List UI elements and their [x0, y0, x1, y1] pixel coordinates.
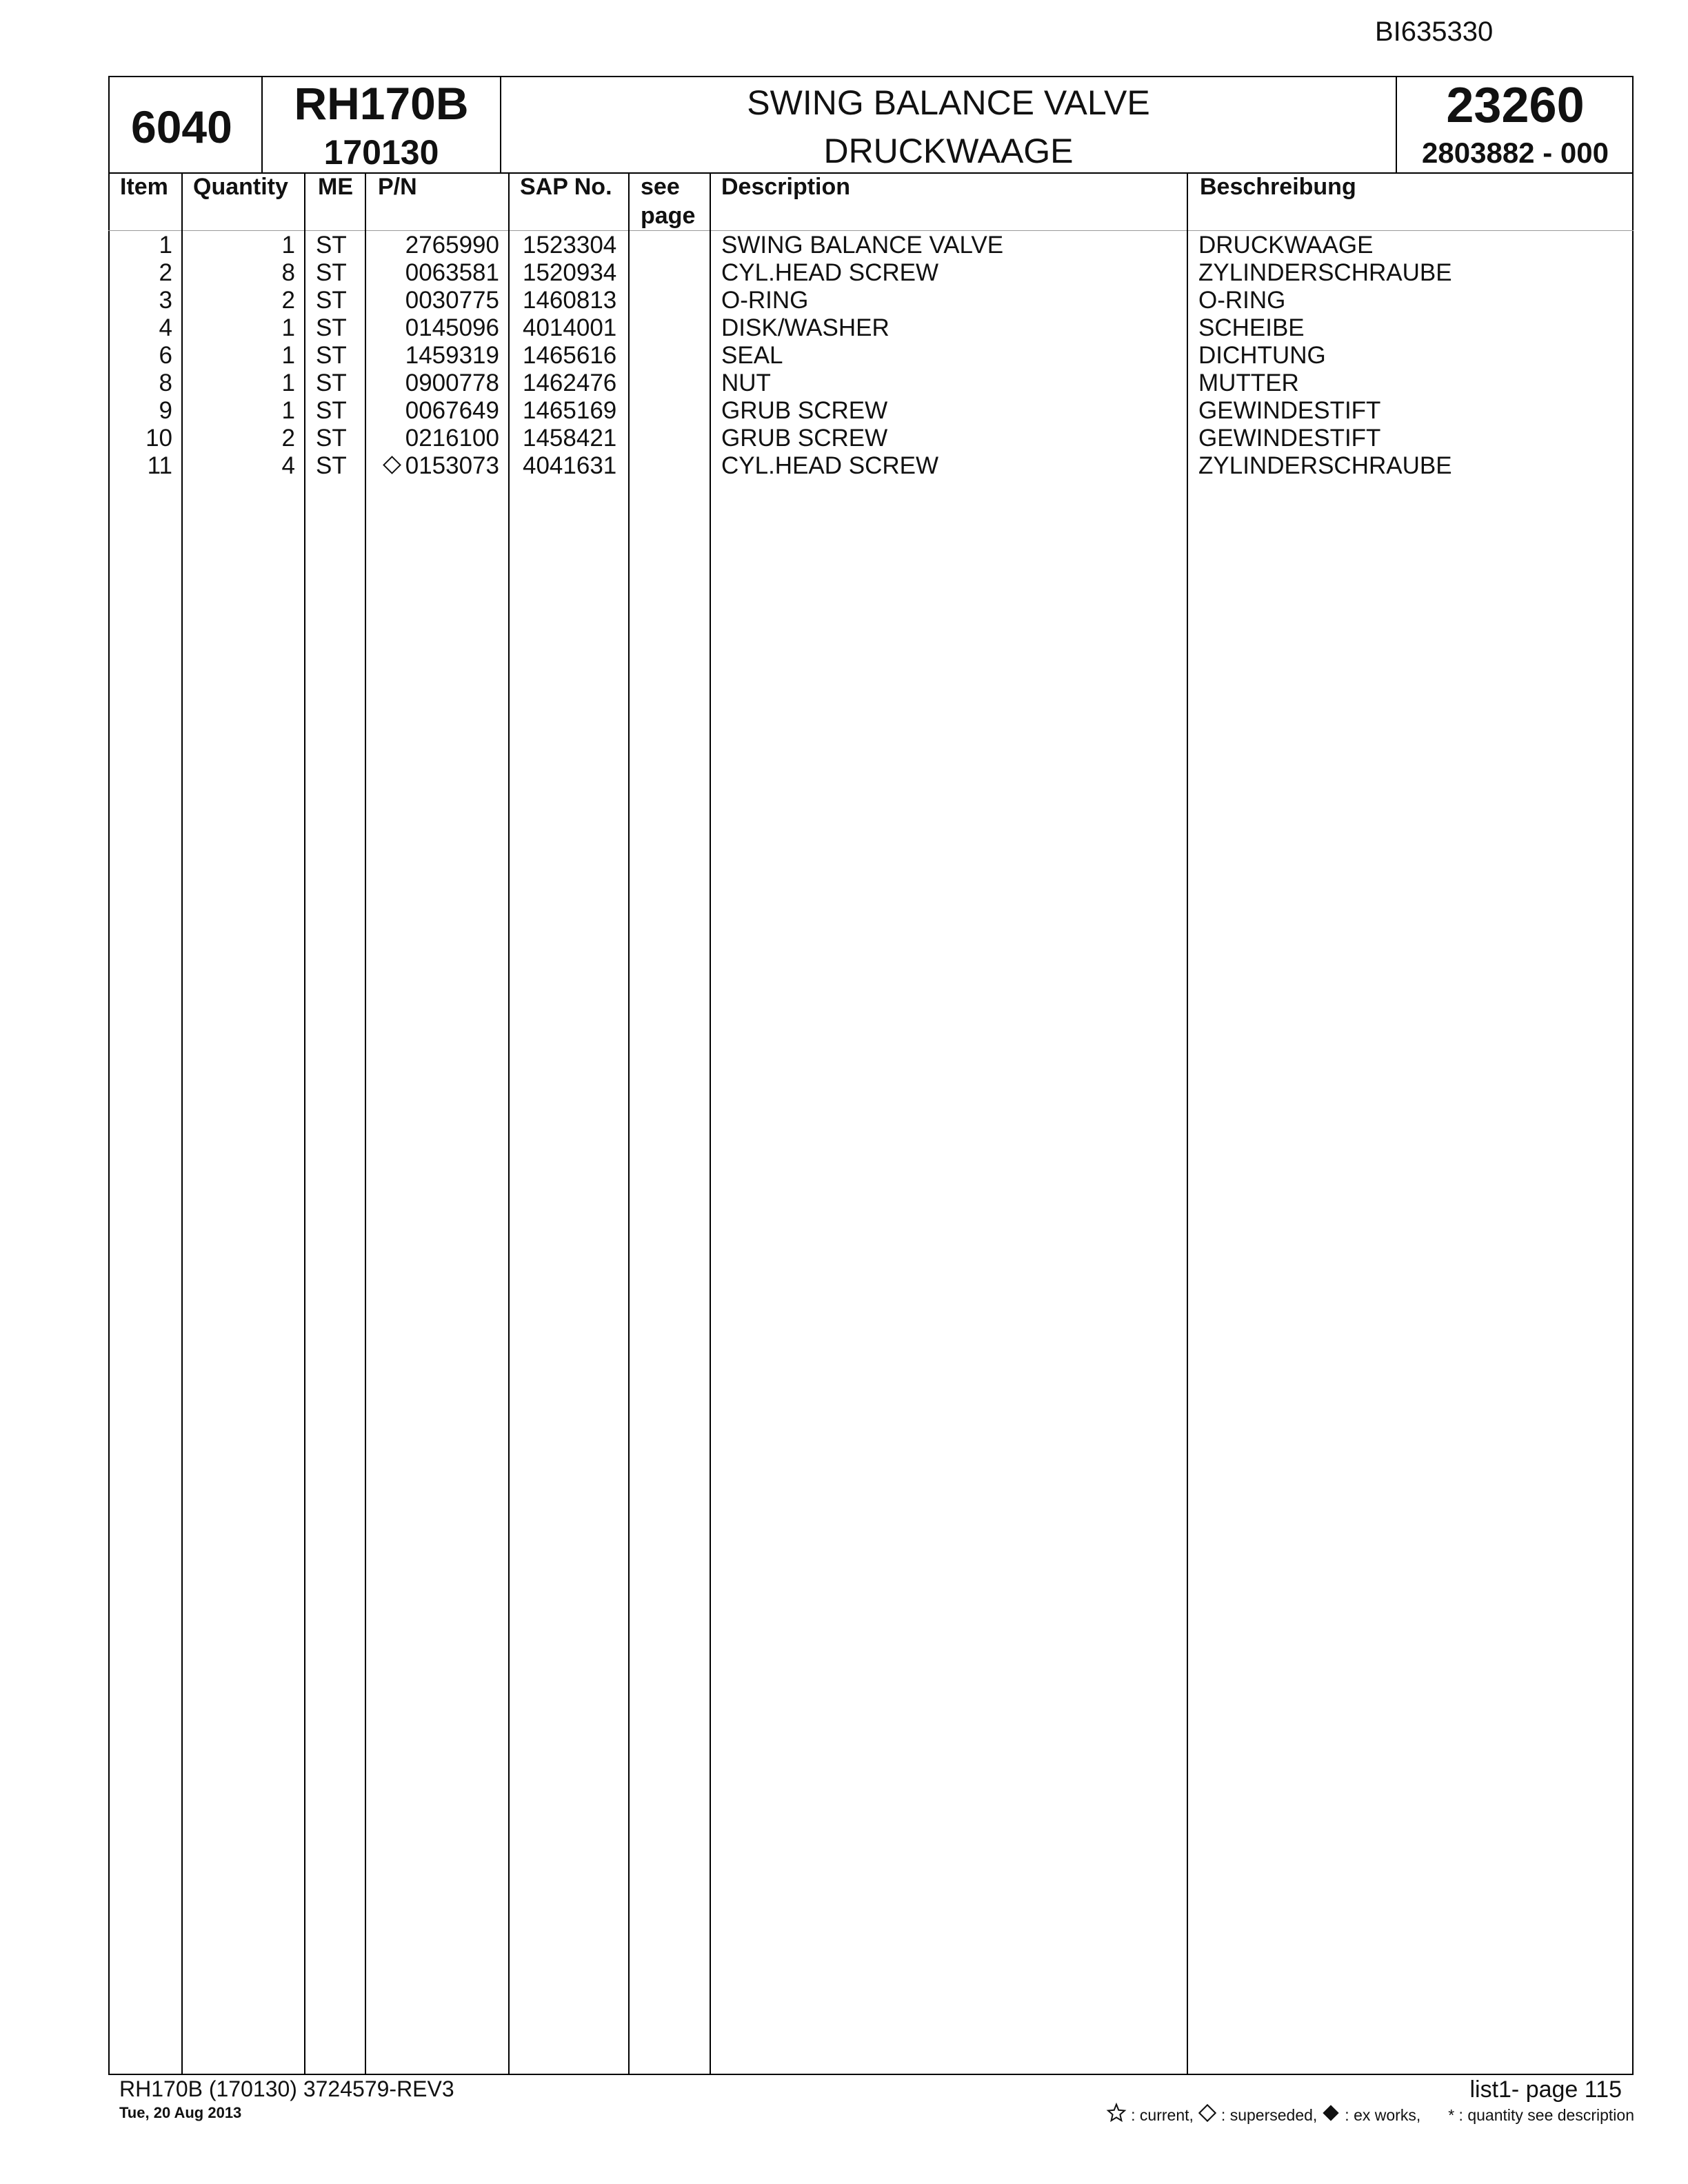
col-header-me: ME	[318, 174, 353, 200]
col-header-quantity: Quantity	[193, 174, 288, 200]
superseded-diamond-icon	[383, 456, 401, 474]
legend-current: : current,	[1131, 2105, 1194, 2124]
star-outline-icon	[1106, 2103, 1127, 2127]
table-row	[0, 314, 1688, 342]
cell-beschreibung: ZYLINDERSCHRAUBE	[1198, 259, 1452, 286]
table-row	[0, 259, 1688, 287]
table-row	[0, 232, 1688, 259]
column-header-rule	[108, 230, 1634, 231]
cell-item: 8	[159, 370, 172, 396]
cell-description: CYL.HEAD SCREW	[721, 259, 939, 286]
cell-quantity: 2	[281, 425, 295, 452]
cell-pn: 0216100	[405, 425, 499, 452]
cell-pn: 0145096	[405, 314, 499, 341]
drawing-number: 23260	[1446, 78, 1585, 133]
cell-pn: 0030775	[405, 287, 499, 314]
cell-sap: 4014001	[523, 314, 617, 341]
cell-quantity: 1	[281, 342, 295, 369]
cell-sap: 1465169	[523, 397, 617, 424]
cell-me: ST	[316, 397, 347, 424]
cell-item: 9	[159, 397, 172, 424]
legend-quantity: * : quantity see description	[1448, 2105, 1634, 2124]
cell-description: O-RING	[721, 287, 809, 314]
group-number: 6040	[131, 101, 232, 152]
cell-description: DISK/WASHER	[721, 314, 890, 341]
cell-quantity: 2	[281, 287, 295, 314]
cell-description: GRUB SCREW	[721, 425, 888, 452]
cell-pn: 2765990	[405, 232, 499, 259]
cell-me: ST	[316, 342, 347, 369]
cell-pn: 0063581	[405, 259, 499, 286]
diamond-outline-icon	[1198, 2103, 1217, 2127]
cell-me: ST	[316, 370, 347, 396]
cell-description: SWING BALANCE VALVE	[721, 232, 1004, 259]
cell-beschreibung: O-RING	[1198, 287, 1286, 314]
cell-item: 2	[159, 259, 172, 286]
cell-item: 4	[159, 314, 172, 341]
cell-description: CYL.HEAD SCREW	[721, 452, 939, 479]
cell-description: SEAL	[721, 342, 783, 369]
cell-description: GRUB SCREW	[721, 397, 888, 424]
diamond-filled-icon	[1321, 2103, 1340, 2127]
table-row	[0, 425, 1688, 452]
cell-sap: 1458421	[523, 425, 617, 452]
table-row	[0, 452, 1688, 480]
title-english: SWING BALANCE VALVE	[747, 83, 1150, 122]
cell-me: ST	[316, 425, 347, 452]
col-header-beschreibung: Beschreibung	[1200, 174, 1356, 200]
title-german: DRUCKWAAGE	[823, 132, 1074, 170]
cell-sap: 4041631	[523, 452, 617, 479]
cell-quantity: 1	[281, 370, 295, 396]
cell-beschreibung: MUTTER	[1198, 370, 1299, 396]
cell-me: ST	[316, 259, 347, 286]
footer-date: Tue, 20 Aug 2013	[119, 2104, 242, 2121]
col-header-page: page	[641, 203, 696, 229]
cell-me: ST	[316, 314, 347, 341]
cell-item: 6	[159, 342, 172, 369]
cell-quantity: 1	[281, 397, 295, 424]
cell-pn: 1459319	[405, 342, 499, 369]
cell-me: ST	[316, 287, 347, 314]
legend-ex-works: : ex works,	[1345, 2105, 1421, 2124]
cell-description: NUT	[721, 370, 771, 396]
cell-beschreibung: GEWINDESTIFT	[1198, 397, 1381, 424]
col-header-sap: SAP No.	[520, 174, 612, 200]
model-name: RH170B	[294, 78, 469, 129]
col-header-item: Item	[120, 174, 168, 200]
cell-me: ST	[316, 232, 347, 259]
footer-page-number: list1- page 115	[1469, 2076, 1622, 2103]
table-row	[0, 342, 1688, 370]
cell-item: 11	[147, 452, 172, 479]
legend-superseded: : superseded,	[1220, 2105, 1318, 2124]
table-row	[0, 287, 1688, 314]
cell-sap: 1465616	[523, 342, 617, 369]
col-header-description: Description	[721, 174, 851, 200]
footer-doc-ref: RH170B (170130) 3724579-REV3	[119, 2076, 454, 2101]
col-header-pn: P/N	[378, 174, 417, 200]
part-reference: 2803882 - 000	[1422, 136, 1609, 169]
table-row	[0, 397, 1688, 425]
cell-sap: 1460813	[523, 287, 617, 314]
cell-quantity: 4	[281, 452, 295, 479]
cell-item: 1	[159, 232, 172, 259]
cell-quantity: 8	[281, 259, 295, 286]
document-id: BI635330	[1375, 17, 1494, 47]
cell-beschreibung: DRUCKWAAGE	[1198, 232, 1374, 259]
col-header-see: see	[641, 174, 680, 200]
cell-pn: 0067649	[405, 397, 499, 424]
cell-me: ST	[316, 452, 347, 479]
cell-sap: 1462476	[523, 370, 617, 396]
cell-item: 3	[159, 287, 172, 314]
cell-item: 10	[145, 425, 172, 452]
cell-beschreibung: DICHTUNG	[1198, 342, 1326, 369]
legend	[1106, 2103, 1634, 2127]
cell-beschreibung: GEWINDESTIFT	[1198, 425, 1381, 452]
cell-pn	[385, 452, 499, 480]
cell-beschreibung: SCHEIBE	[1198, 314, 1305, 341]
cell-sap: 1523304	[523, 232, 617, 259]
cell-pn-text: 0153073	[405, 452, 499, 479]
cell-beschreibung: ZYLINDERSCHRAUBE	[1198, 452, 1452, 479]
cell-sap: 1520934	[523, 259, 617, 286]
serial-number: 170130	[323, 133, 439, 172]
cell-quantity: 1	[281, 314, 295, 341]
table-row	[0, 370, 1688, 397]
cell-pn: 0900778	[405, 370, 499, 396]
cell-quantity: 1	[281, 232, 295, 259]
